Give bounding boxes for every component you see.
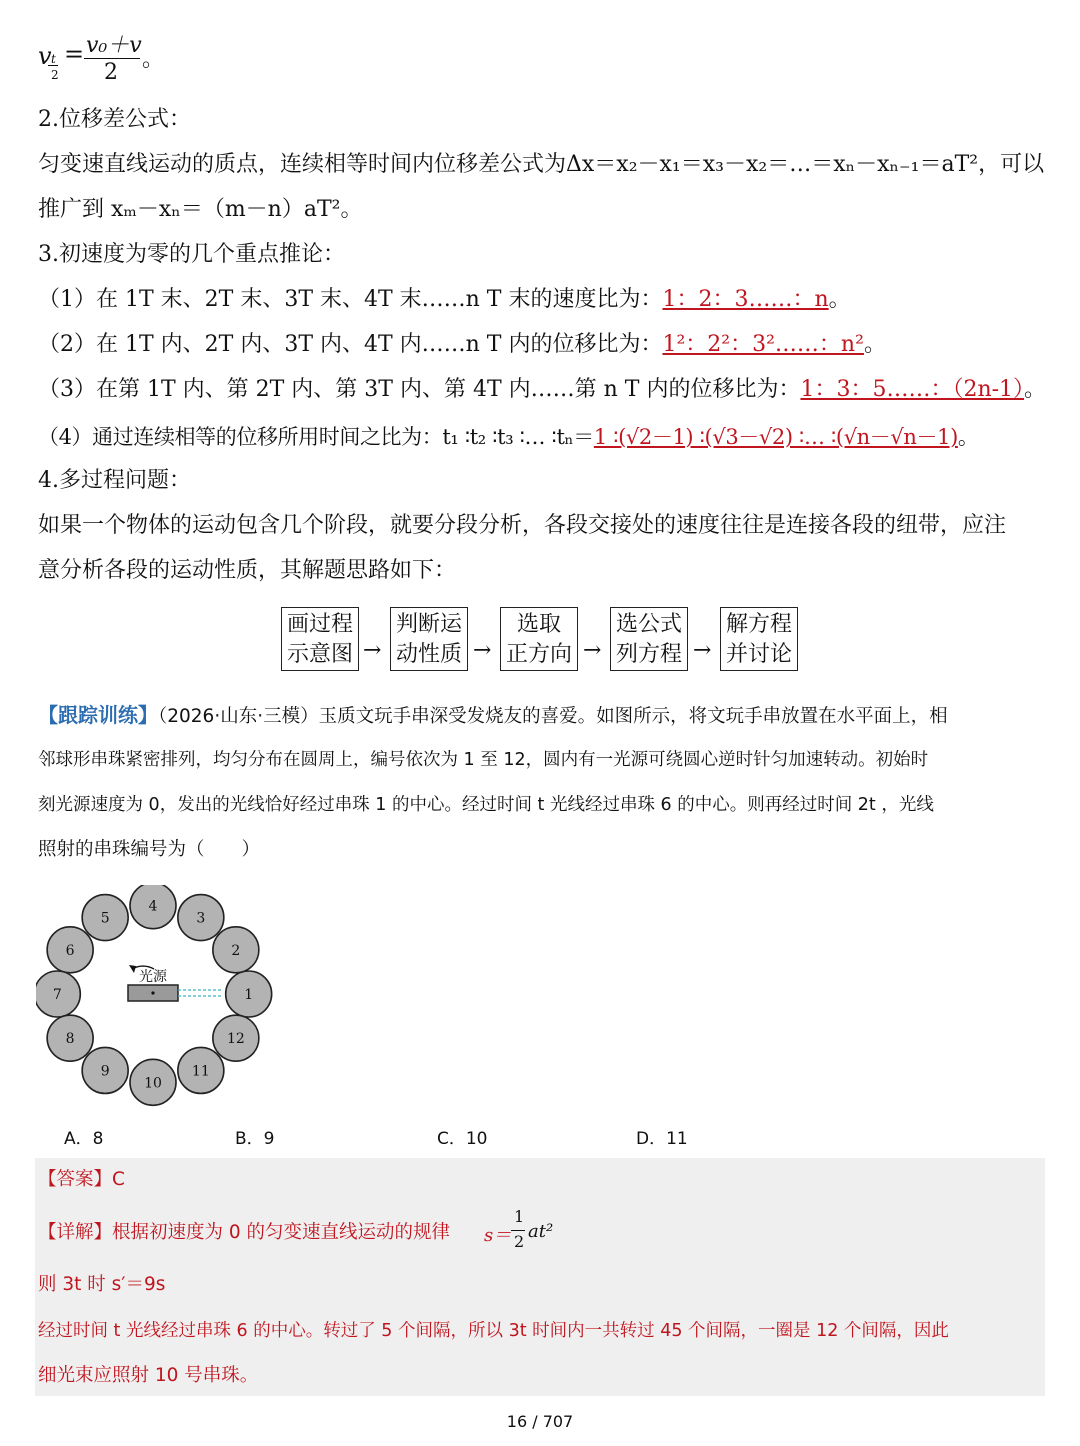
formula-sub-num: t bbox=[51, 52, 56, 66]
option-a: A．8 bbox=[64, 1129, 104, 1149]
detail-text: 根据初速度为 0 的匀变速直线运动的规律 bbox=[112, 1222, 451, 1243]
page-number: 16 / 707 bbox=[506, 1412, 574, 1431]
corollary-4 bbox=[38, 422, 978, 452]
bead-label: 10 bbox=[144, 1075, 162, 1092]
bead-bracelet-figure bbox=[36, 885, 276, 1110]
section-2-para-line1: 匀变速直线运动的质点，连续相等时间内位移差公式为Δx＝x₂－x₁＝x₃－x₂＝…＝xₙ－xₙ₋₁＝aT²，可以 bbox=[38, 152, 1045, 177]
section-3-title: 3.初速度为零的几个重点推论： bbox=[38, 242, 345, 267]
problem-line1 bbox=[38, 700, 948, 732]
bead-label: 3 bbox=[196, 910, 206, 927]
formula-den: 2 bbox=[514, 1232, 525, 1251]
corollary-answer: 1 ∶(√2－1) ∶(√3－√2) ∶… ∶(√n－√n－1) bbox=[593, 425, 958, 449]
problem-line2: 邻球形串珠紧密排列，均匀分布在圆周上，编号依次为 1 至 12，圆内有一光源可绕圆心逆时针匀加速转动。初始时 bbox=[38, 750, 929, 770]
bead-label: 7 bbox=[52, 987, 62, 1003]
bead-label: 9 bbox=[100, 1063, 110, 1080]
flow-arrow: → bbox=[473, 638, 492, 663]
bead-label: 2 bbox=[231, 942, 241, 959]
corollary-answer: 1²：2²：3²……：n² bbox=[662, 332, 864, 357]
flow-arrow: → bbox=[583, 638, 602, 663]
formula-eq: = bbox=[64, 40, 85, 68]
answer-label: 【答案】 bbox=[38, 1169, 113, 1190]
corollary-answer: 1：3：5……：（2n-1） bbox=[800, 377, 1025, 402]
flow-step-2: 判断运 动性质 bbox=[390, 607, 468, 671]
bead-label: 12 bbox=[226, 1031, 245, 1048]
section-4-para-line1: 如果一个物体的运动包含几个阶段，就要分段分析，各段交接处的速度往往是连接各段的纽带，应注 bbox=[38, 513, 1007, 538]
flow-arrow: → bbox=[693, 638, 712, 663]
arrow-head-icon bbox=[129, 965, 136, 973]
corollary-answer: 1：2：3……：n bbox=[662, 287, 829, 312]
corollary-1 bbox=[38, 285, 851, 315]
corollary-3 bbox=[38, 375, 1046, 405]
detail-formula bbox=[484, 1207, 564, 1259]
detail-label: 【详解】 bbox=[38, 1222, 113, 1243]
corollary-end: 。 bbox=[957, 425, 979, 449]
option-c: C．10 bbox=[437, 1129, 488, 1149]
flow-step-5: 解方程 并讨论 bbox=[720, 607, 798, 671]
corollary-text: （4）通过连续相等的位移所用时间之比为：t₁ ∶t₂ ∶t₃ ∶… ∶tₙ＝ bbox=[38, 425, 594, 449]
corollary-text: （3）在第 1T 内、第 2T 内、第 3T 内、第 4T 内……第 n T 内的位移比为： bbox=[38, 377, 801, 402]
bead-label: 4 bbox=[148, 898, 158, 915]
detail-line2: 则 3t 时 s′＝9s bbox=[38, 1274, 166, 1295]
corollary-end: 。 bbox=[828, 287, 851, 312]
flow-arrow: → bbox=[363, 638, 382, 663]
bead-label: 11 bbox=[191, 1063, 210, 1080]
section-4-para-line2: 意分析各段的运动性质，其解题思路如下： bbox=[38, 558, 457, 583]
formula-lhs: v bbox=[38, 42, 52, 70]
option-d: D．11 bbox=[636, 1129, 688, 1149]
formula-lhs: s＝ bbox=[484, 1225, 512, 1246]
flow-step-3: 选取 正方向 bbox=[500, 607, 578, 671]
flow-step-4: 选公式 列方程 bbox=[610, 607, 688, 671]
top-formula bbox=[38, 28, 178, 88]
detail-line3: 经过时间 t 光线经过串珠 6 的中心。转过了 5 个间隔，所以 3t 时间内一共转过 45 个间隔，一圈是 12 个间隔，因此 bbox=[38, 1321, 949, 1341]
section-2-title: 2.位移差公式： bbox=[38, 107, 191, 132]
problem-tag: 【跟踪训练】 bbox=[38, 703, 158, 727]
corollary-end: 。 bbox=[1024, 377, 1047, 402]
formula-sub-den: 2 bbox=[51, 68, 59, 82]
bead-label: 1 bbox=[244, 987, 254, 1003]
light-source-label: 光源 bbox=[139, 969, 167, 985]
formula-num: v₀＋v bbox=[86, 33, 142, 58]
problem-text: （2026·山东·三模）玉质文玩手串深受发烧友的喜爱。如图所示，将文玩手串放置在水平面上，相 bbox=[158, 706, 948, 727]
detail-line4: 细光束应照射 10 号串珠。 bbox=[38, 1365, 259, 1386]
answer-value: C bbox=[112, 1169, 125, 1190]
flow-step-1: 画过程 示意图 bbox=[281, 607, 359, 671]
formula-end: 。 bbox=[142, 47, 165, 72]
bead-label: 6 bbox=[65, 942, 75, 959]
section-4-title: 4.多过程问题： bbox=[38, 468, 191, 493]
corollary-text: （2）在 1T 内、2T 内、3T 内、4T 内……n T 内的位移比为： bbox=[38, 332, 663, 357]
corollary-2 bbox=[38, 330, 886, 360]
formula-rhs: at² bbox=[528, 1221, 554, 1242]
problem-line4: 照射的串珠编号为（ ） bbox=[38, 839, 261, 860]
problem-line3: 刻光源速度为 0，发出的光线恰好经过串珠 1 的中心。经过时间 t 光线经过串珠 6 的中心。则再经过时间 2t ，光线 bbox=[38, 795, 934, 815]
answer-line bbox=[38, 1165, 125, 1195]
section-2-para-line2: 推广到 xₘ－xₙ＝（m－n）aT²。 bbox=[38, 197, 363, 222]
detail-line bbox=[38, 1218, 450, 1248]
corollary-text: （1）在 1T 末、2T 末、3T 末、4T 末……n T 末的速度比为： bbox=[38, 287, 663, 312]
formula-num: 1 bbox=[514, 1207, 525, 1226]
option-b: B．9 bbox=[235, 1129, 275, 1149]
formula-den: 2 bbox=[104, 60, 118, 85]
bead-label: 8 bbox=[65, 1031, 75, 1048]
light-source-pivot bbox=[151, 991, 154, 994]
corollary-end: 。 bbox=[863, 332, 886, 357]
bead-label: 5 bbox=[100, 910, 110, 927]
